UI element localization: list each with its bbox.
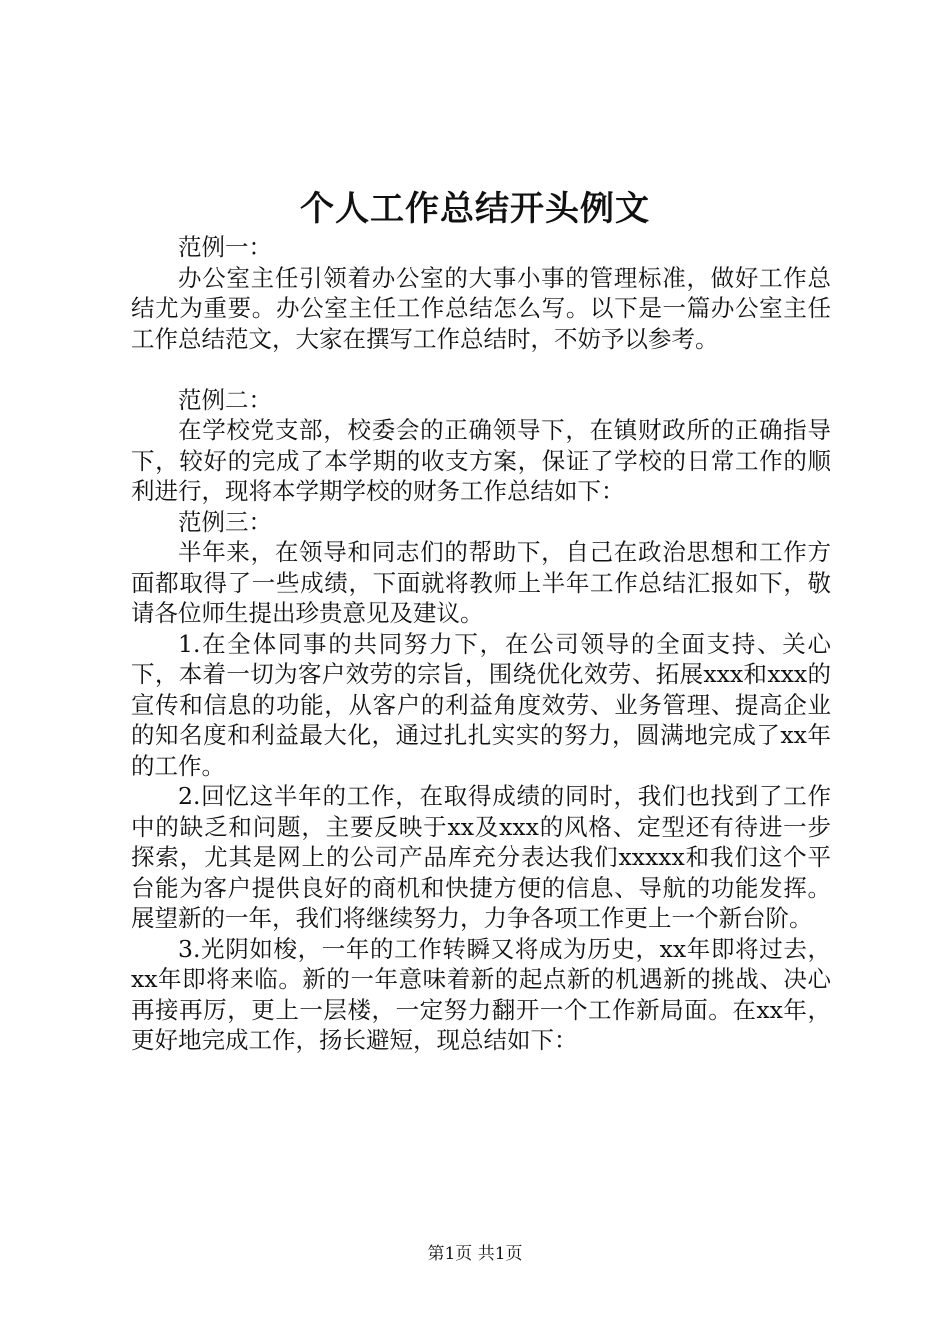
example-three-paragraph: 半年来，在领导和同志们的帮助下，自己在政治思想和工作方面都取得了一些成绩，下面就将教师上半年工作总结汇报如下，敬请各位师生提出珍贵意见及建议。 bbox=[131, 538, 831, 627]
numbered-paragraph-1: 1.在全体同事的共同努力下，在公司领导的全面支持、关心下，本着一切为客户效劳的宗旨，围绕优化效劳、拓展xxx和xxx的宣传和信息的功能，从客户的利益角度效劳、业务管理、提高企业的知名度和利益最大化，通过扎扎实实的努力，圆满地完成了xx年的工作。 bbox=[131, 629, 831, 780]
example-two-paragraph: 在学校党支部，校委会的正确领导下，在镇财政所的正确指导下，较好的完成了本学期的收支方案，保证了学校的日常工作的顺利进行，现将本学期学校的财务工作总结如下： bbox=[131, 416, 831, 505]
numbered-paragraph-3: 3.光阴如梭，一年的工作转瞬又将成为历史，xx年即将过去，xx年即将来临。新的一年意味着新的起点新的机遇新的挑战、决心再接再厉，更上一层楼，一定努力翻开一个工作新局面。在xx年，更好地完成工作，扬长避短，现总结如下： bbox=[131, 934, 831, 1054]
example-one-heading: 范例一： bbox=[178, 233, 272, 261]
document-body bbox=[131, 232, 831, 1056]
document-title: 个人工作总结开头例文 bbox=[300, 189, 650, 229]
example-one-paragraph: 办公室主任引领着办公室的大事小事的管理标准，做好工作总结尤为重要。办公室主任工作总结怎么写。以下是一篇办公室主任工作总结范文，大家在撰写工作总结时，不妨予以参考。 bbox=[131, 263, 831, 353]
example-three-heading: 范例三： bbox=[178, 507, 272, 536]
example-two-heading: 范例二： bbox=[178, 385, 272, 414]
numbered-paragraph-2: 2.回忆这半年的工作，在取得成绩的同时，我们也找到了工作中的缺乏和问题，主要反映于xx及xxx的风格、定型还有待进一步探索，尤其是网上的公司产品库充分表达我们xxxxx和我们这个平台能为客户提供良好的商机和快捷方便的信息、导航的功能发挥。展望新的一年，我们将继续努力，力争各项工作更上一个新台阶。 bbox=[131, 782, 831, 932]
page-footer: 第1页 共1页 bbox=[427, 1244, 523, 1264]
